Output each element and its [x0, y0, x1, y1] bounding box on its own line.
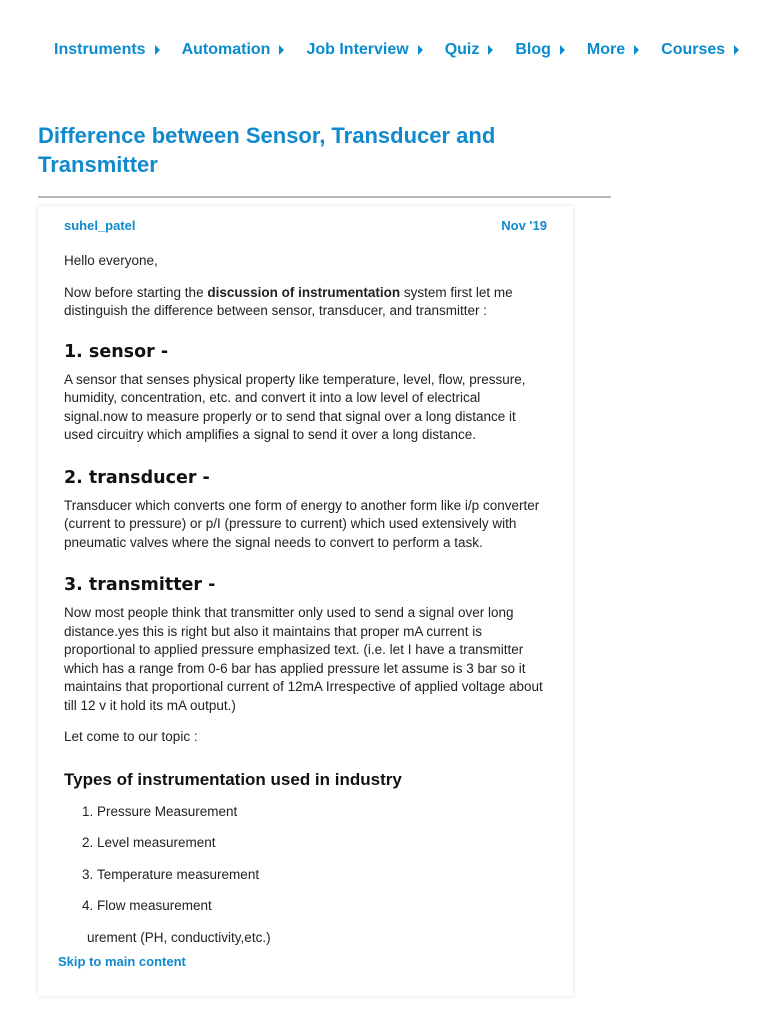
post-date[interactable]: Nov '19 — [501, 218, 547, 233]
post-author[interactable]: suhel_patel — [64, 218, 136, 233]
top-navigation — [54, 38, 728, 62]
caret-right-icon — [488, 45, 493, 55]
caret-right-icon — [155, 45, 160, 55]
post-body — [64, 252, 546, 960]
nav-item-more[interactable] — [587, 41, 639, 59]
intro-text-start: Now before starting the — [64, 284, 208, 300]
list-item: 3. Temperature measurement — [97, 866, 546, 885]
title-divider — [38, 196, 611, 198]
transmitter-heading: 3. transmitter - — [64, 575, 216, 595]
post-header — [64, 218, 547, 234]
nav-item-label: More — [586, 41, 626, 58]
caret-right-icon — [279, 45, 284, 55]
types-heading: Types of instrumentation used in industry — [64, 769, 402, 789]
topic-title[interactable]: Difference between Sensor, Transducer and Transmitter — [38, 123, 496, 177]
topic-intro-text: Let come to our topic : — [64, 729, 198, 744]
nav-item-job-interview[interactable] — [306, 41, 422, 59]
sensor-heading: 1. sensor - — [64, 341, 169, 362]
caret-right-icon — [418, 45, 423, 55]
intro-bold-text: discussion of instrumentation — [207, 284, 401, 300]
transducer-paragraph: Transducer which converts one form of energy to another form like i/p converter (current to pressure) or p/I (pressure to current) which used extensively with pneumatic valves where the signal needs to convert to perform a task. — [64, 497, 540, 550]
caret-right-icon — [634, 45, 639, 55]
transmitter-paragraph: Now most people think that transmitter only used to send a signal over long distance.yes this is right but also it maintains that proper mA current is proportional to applied pressure emphasized text. (i.e. let I have a transmitter which has a range from 0-6 bar has applied pressure let assume is 3 bar so it maintains that proportional current of 12mA Irrespective of applied voltage about till 12 v it hold its mA output.) — [64, 605, 543, 713]
nav-item-instruments[interactable] — [54, 41, 160, 59]
nav-item-courses[interactable] — [661, 41, 739, 59]
nav-item-label: Automation — [181, 41, 271, 58]
nav-item-label: Job Interview — [306, 41, 409, 58]
types-list — [64, 803, 546, 948]
nav-item-label: Courses — [661, 41, 726, 58]
nav-item-quiz[interactable] — [445, 41, 494, 59]
nav-item-label: Instruments — [54, 41, 146, 58]
post-card — [38, 206, 573, 996]
nav-item-automation[interactable] — [182, 41, 285, 59]
list-item: 2. Level measurement — [97, 834, 546, 853]
nav-item-label: Blog — [515, 41, 551, 58]
skip-to-main-content-link[interactable]: Skip to main content — [58, 953, 190, 971]
nav-item-label: Quiz — [444, 41, 480, 58]
list-item: urement (PH, conductivity,etc.) — [87, 929, 271, 945]
caret-right-icon — [560, 45, 565, 55]
greeting-text: Hello everyone, — [64, 253, 158, 268]
list-item: 4. Flow measurement — [97, 897, 546, 916]
intro-paragraph — [64, 284, 546, 321]
transducer-heading: 2. transducer - — [64, 467, 210, 488]
nav-item-blog[interactable] — [515, 41, 565, 59]
list-item: 1. Pressure Measurement — [97, 803, 546, 822]
intro-text-end: system first let me distinguish the difference between sensor, transducer, and transmitter : — [64, 284, 513, 318]
sensor-paragraph: A sensor that senses physical property like temperature, level, flow, pressure, humidity, concentration, etc. and convert it into a low level of electrical signal.now to measure properly or to send that signal over a long distance it used circuitry which amplifies a signal to send it over a long distance. — [64, 371, 526, 442]
caret-right-icon — [734, 45, 739, 55]
